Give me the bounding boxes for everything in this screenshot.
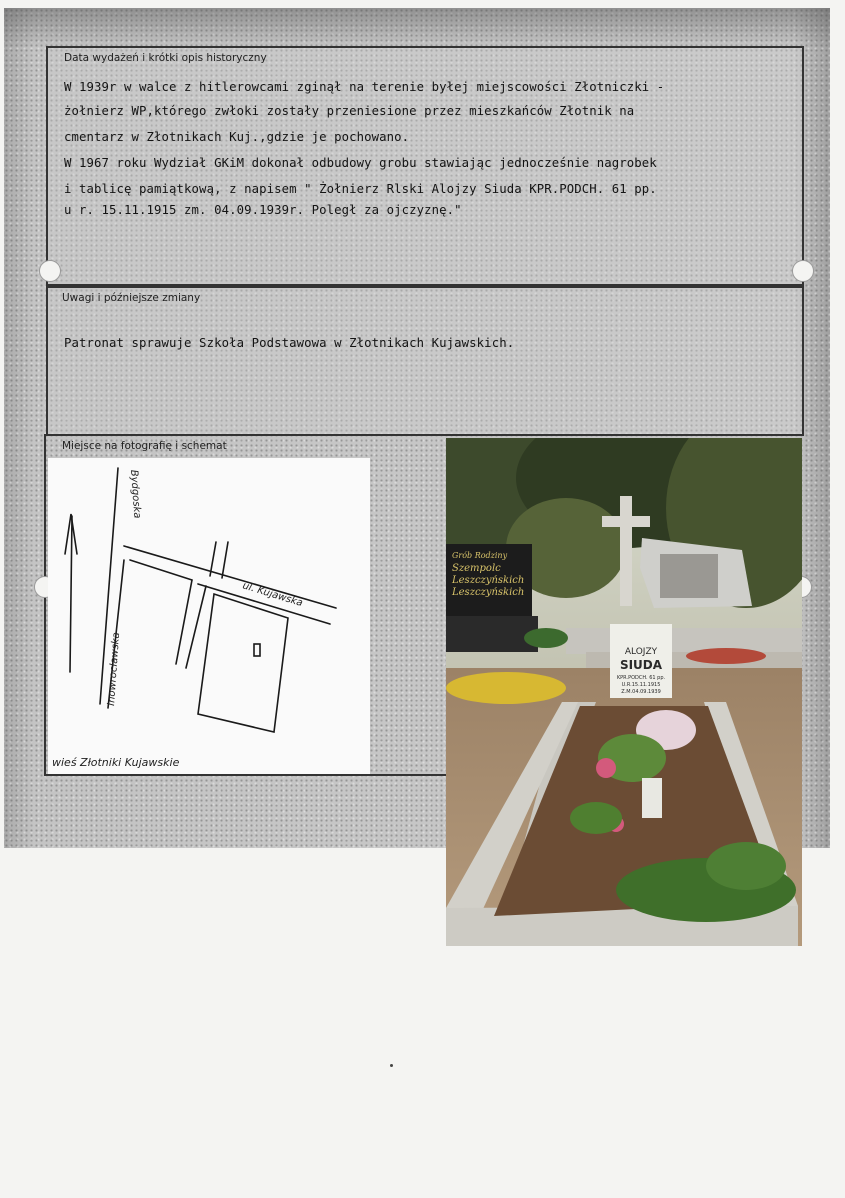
headstone-text: U.R.15.11.1915 (621, 682, 661, 688)
history-line: W 1967 roku Wydział GKiM dokonał odbudowy grobu stawiając jednocześnie nagrobek (64, 156, 657, 170)
history-line: cmentarz w Złotnikach Kuj.,gdzie je pochowano. (64, 130, 410, 144)
family-plaque-text: Leszczyńskich (452, 587, 525, 598)
cemetery-plot (198, 594, 288, 732)
section-divider (44, 434, 804, 436)
street-label-kujawska: ul. Kujawska (241, 580, 304, 610)
cross-monument (620, 496, 632, 606)
notes-section-label: Uwagi i późniejsze zmiany (62, 292, 201, 304)
history-line: żołnierz WP,którego zwłoki zostały przeniesione przez mieszkańców Złotnik na (64, 104, 635, 118)
history-line: i tablicę pamiątkową, z napisem " Żołnierz Rlski Alojzy Siuda KPR.PODCH. 61 pp. (64, 182, 657, 196)
family-plaque-text: Grób Rodziny (452, 551, 508, 560)
history-line: u r. 15.11.1915 zm. 04.09.1939r. Poległ za ojczyznę." (64, 203, 462, 217)
section-border-left (44, 436, 46, 776)
location-sketch (48, 458, 370, 774)
north-arrow-shaft (70, 516, 72, 672)
history-section-label: Data wydażeń i krótki opis historyczny (64, 52, 267, 64)
punch-hole (792, 260, 814, 282)
notes-text: Patronat sprawuje Szkoła Podstawowa w Złotnikach Kujawskich. (64, 336, 515, 350)
street-label-bydgoska: Bydgoska (128, 469, 143, 519)
punch-hole (39, 260, 61, 282)
headstone-text: Z.M.04.09.1939 (621, 689, 661, 695)
section-border-bottom (44, 774, 446, 776)
notes-section (46, 286, 804, 436)
family-plaque-text: Leszczyńskich (452, 575, 525, 586)
scan-shadow (4, 8, 830, 48)
headstone-text: KPR.PODCH. 61 pp. (616, 675, 666, 681)
grave-photograph (446, 438, 802, 946)
history-line: W 1939r w walce z hitlerowcami zginął na terenie byłej miejscowości Złotniczki - (64, 80, 665, 94)
family-plaque-text: Szempolc (452, 563, 501, 574)
street-label-inowroclawska: Inowrocławska (106, 631, 123, 707)
headstone-surname: SIUDA (619, 658, 663, 672)
photo-section-label: Miejsce na fotografię i schemat (62, 440, 227, 452)
sketch-caption: wieś Złotniki Kujawskie (52, 756, 180, 769)
grave-marker (254, 644, 260, 656)
paper-speck (390, 1064, 393, 1067)
headstone-name: ALOJZY (624, 647, 658, 657)
